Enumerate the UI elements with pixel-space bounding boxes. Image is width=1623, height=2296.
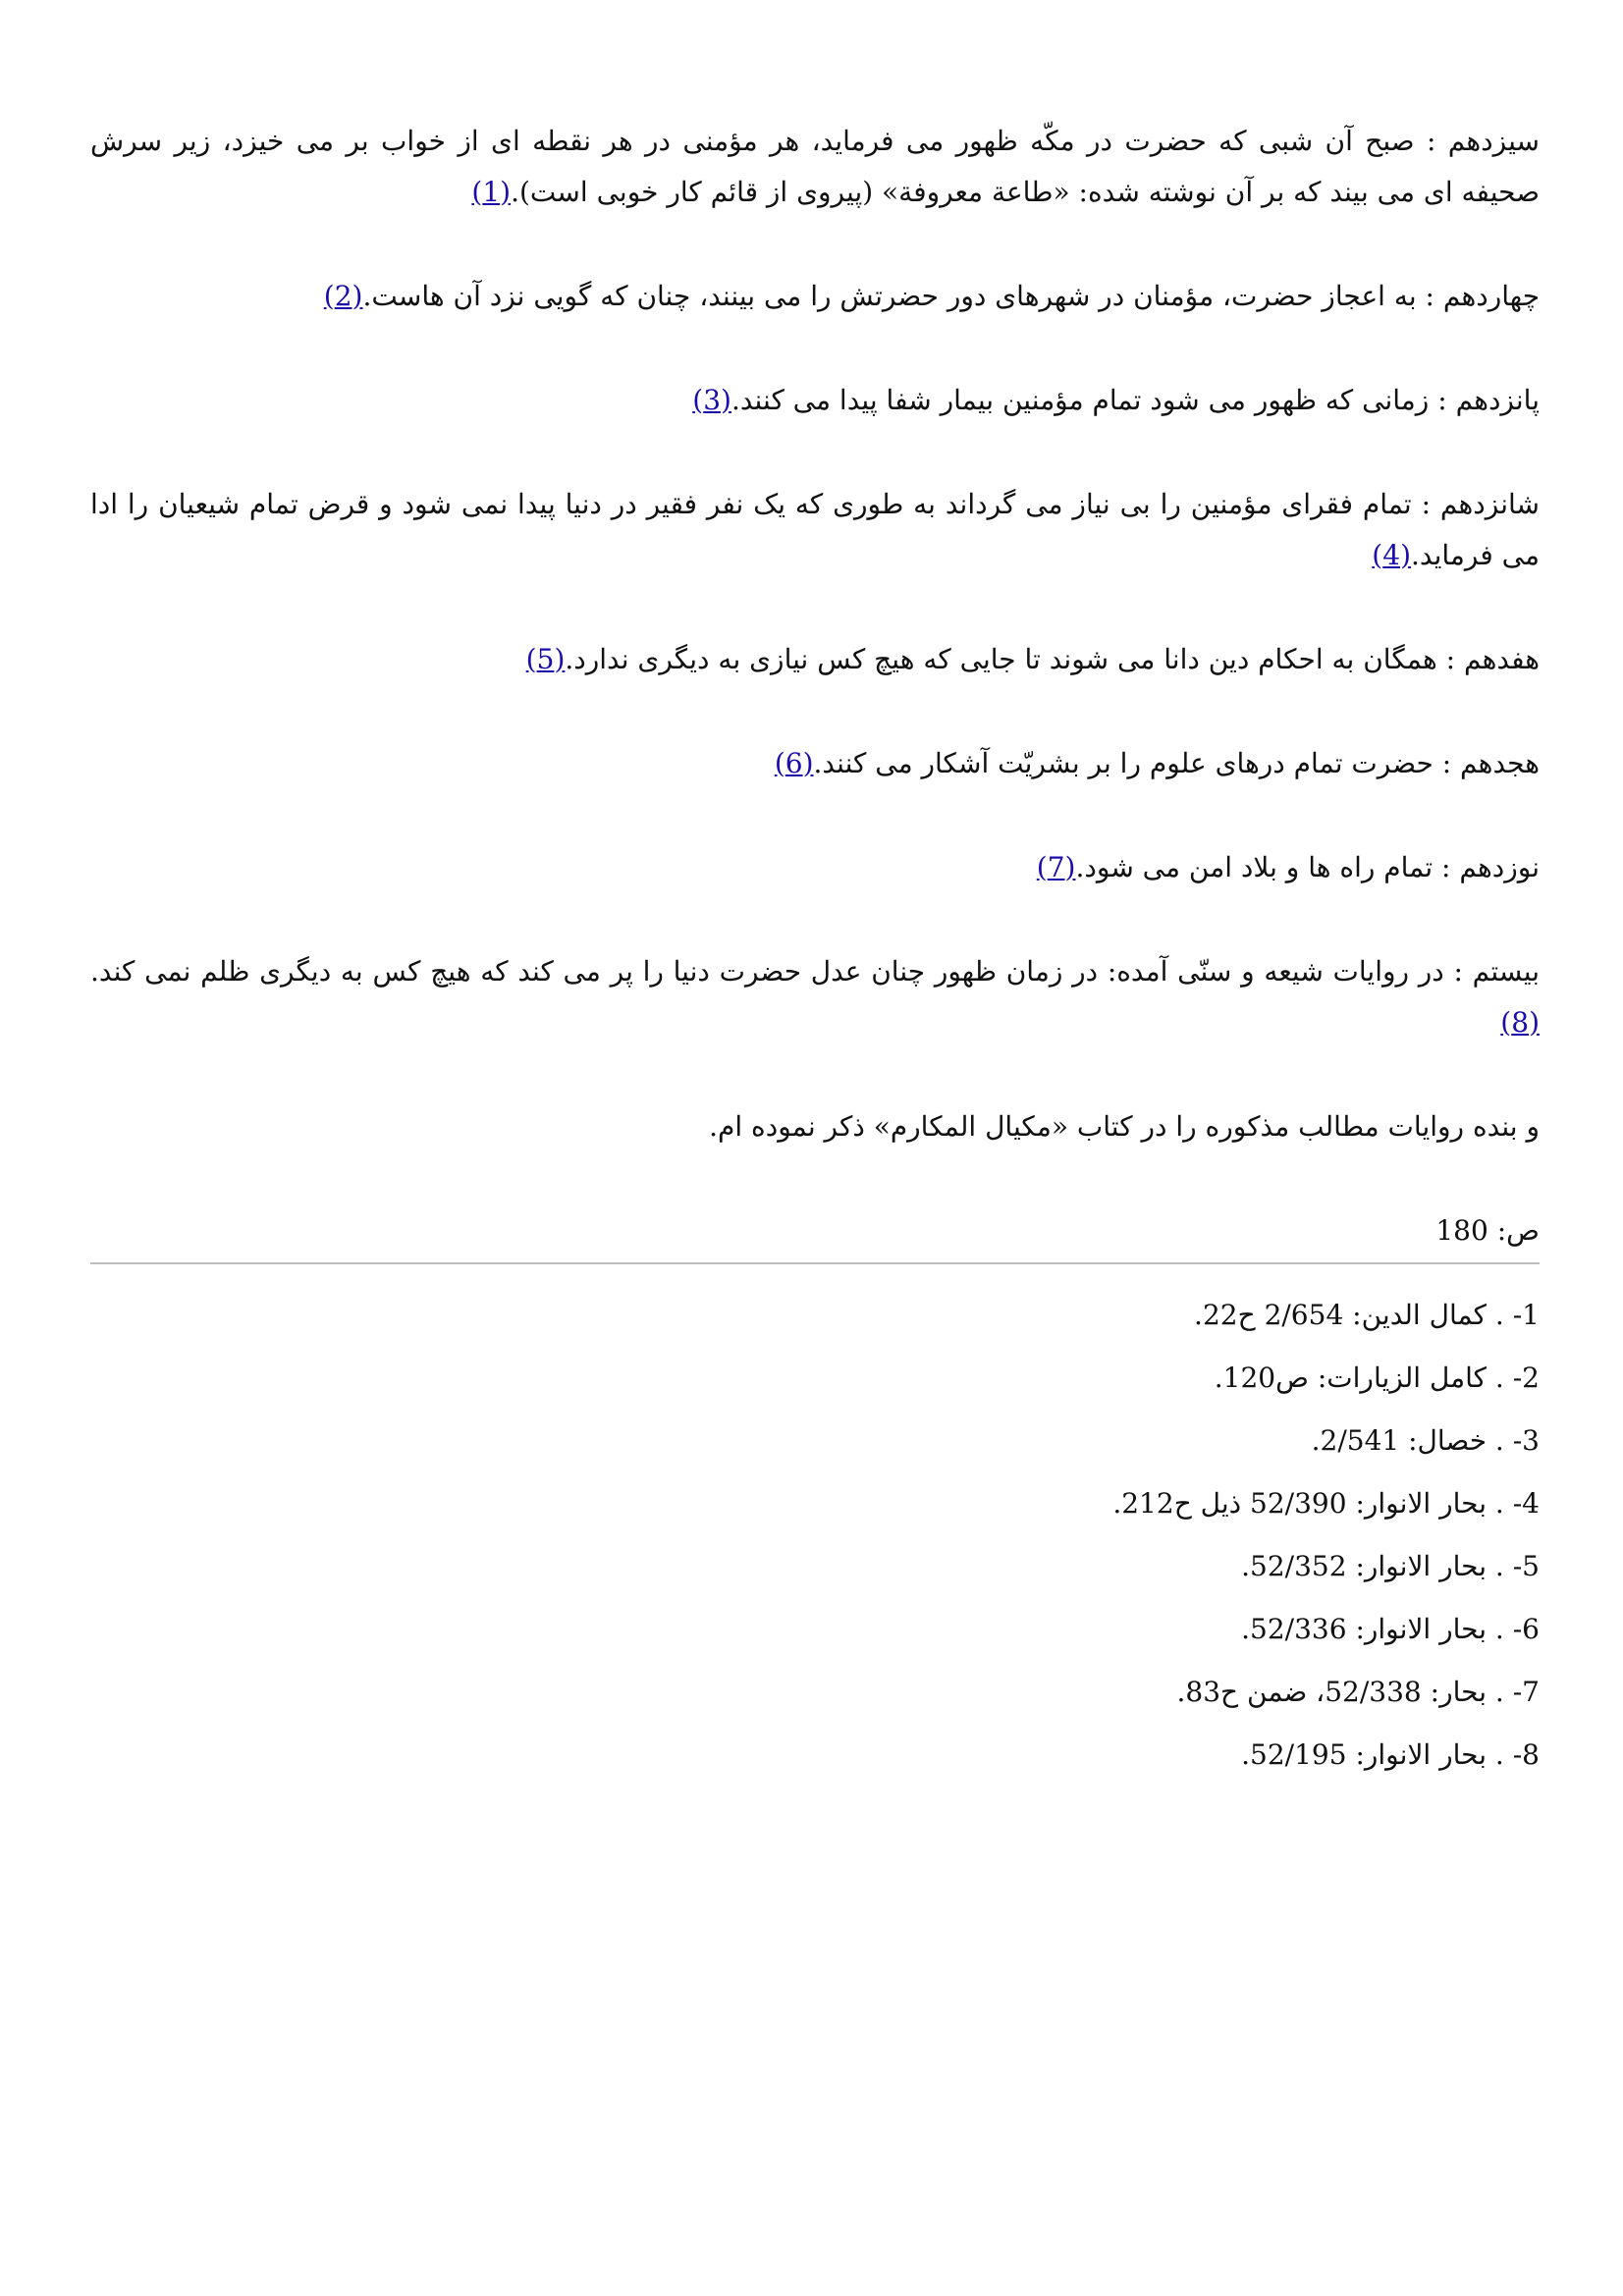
footnote-link-7[interactable]: (7) <box>1036 851 1076 883</box>
paragraph-text: سیزدهم : صبح آن شبی که حضرت در مکّه ظهور می فرماید، هر مؤمنی در هر نقطه ای از خواب بر می خیزد، زیر سرش صحیفه ای می بیند که بر آن نوشته شده: «طاعة معروفة» (پیروی از قائم کار خوبی است). <box>90 125 1540 208</box>
paragraph-13 <box>90 116 1540 218</box>
footnote-link-8[interactable]: (8) <box>1500 1006 1540 1039</box>
paragraph-14 <box>90 271 1540 322</box>
paragraph-text: بیستم : در روایات شیعه و سنّی آمده: در زمان ظهور چنان عدل حضرت دنیا را پر می کند که هیچ کس به دیگری ظلم نمی کند. <box>90 955 1540 988</box>
paragraph-text: نوزدهم : تمام راه ها و بلاد امن می شود. <box>1075 851 1540 883</box>
paragraph-text: پانزدهم : زمانی که ظهور می شود تمام مؤمنین بیمار شفا پیدا می کنند. <box>730 384 1540 416</box>
footnote-item: 5- . بحار الانوار: 52/352. <box>1241 1550 1540 1582</box>
page-number: ص: 180 <box>1435 1214 1540 1247</box>
footnote-link-3[interactable]: (3) <box>692 384 731 416</box>
footnote-link-2[interactable]: (2) <box>323 280 363 312</box>
paragraph-15 <box>90 375 1540 426</box>
footnotes-list <box>90 1284 1540 1787</box>
footnote-item: 2- . کامل الزیارات: ص120. <box>1214 1362 1540 1394</box>
footnote-item: 4- . بحار الانوار: 52/390 ذیل ح212. <box>1112 1487 1540 1520</box>
paragraph-18 <box>90 738 1540 789</box>
footnote-link-5[interactable]: (5) <box>525 643 566 675</box>
footnote-item: 3- . خصال: 2/541. <box>1311 1424 1540 1457</box>
footnote-link-1[interactable]: (1) <box>471 176 512 208</box>
closing-paragraph <box>90 1101 1540 1152</box>
paragraph-text: و بنده روایات مطالب مذکوره را در کتاب «مکیال المکارم» ذکر نموده ام. <box>709 1110 1540 1143</box>
paragraph-text: چهاردهم : به اعجاز حضرت، مؤمنان در شهرهای دور حضرتش را می بینند، چنان که گویی نزد آن هاست. <box>362 280 1540 312</box>
paragraph-text: شانزدهم : تمام فقرای مؤمنین را بی نیاز می گرداند به طوری که یک نفر فقیر در دنیا پیدا نمی شود و قرض تمام شیعیان را ادا می فرماید. <box>90 488 1540 571</box>
paragraph-17 <box>90 634 1540 685</box>
paragraph-16 <box>90 479 1540 581</box>
paragraph-20 <box>90 946 1540 1048</box>
main-text <box>90 116 1540 1256</box>
footnote-item: 1- . کمال الدین: 2/654 ح22. <box>1194 1299 1540 1331</box>
footnote-item: 7- . بحار: 52/338، ضمن ح83. <box>1176 1676 1540 1708</box>
paragraph-text: هفدهم : همگان به احکام دین دانا می شوند تا جایی که هیچ کس نیازی به دیگری ندارد. <box>565 643 1540 675</box>
paragraph-19 <box>90 842 1540 893</box>
footnote-link-4[interactable]: (4) <box>1372 539 1411 571</box>
paragraph-text: هجدهم : حضرت تمام درهای علوم را بر بشریّت آشکار می کنند. <box>813 747 1540 779</box>
footnote-item: 6- . بحار الانوار: 52/336. <box>1241 1613 1540 1645</box>
footnote-item: 8- . بحار الانوار: 52/195. <box>1241 1738 1540 1771</box>
footnote-divider <box>90 1262 1540 1264</box>
footnote-link-6[interactable]: (6) <box>774 747 814 779</box>
